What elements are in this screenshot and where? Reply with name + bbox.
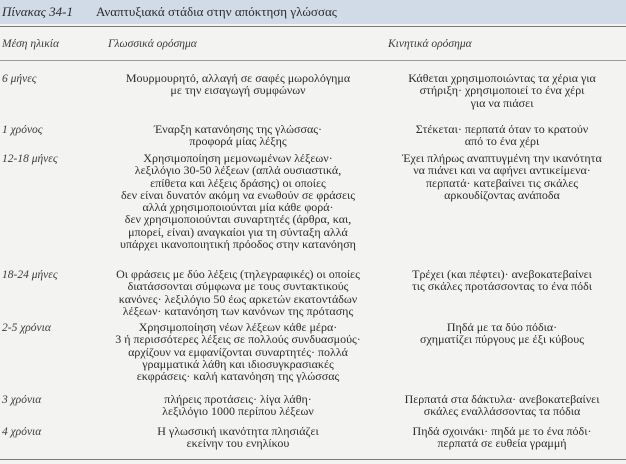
column-header-age: Μέση ηλικία xyxy=(2,38,59,50)
table-bottom-rule xyxy=(0,459,626,460)
header-top-rule xyxy=(0,26,626,27)
row-language-3: Χρησιμοποίηση μεμονωμένων λέξεων· λεξιλόγιο 30-50 λέξεων (απλά ουσιαστικά, επίθετα και λέξεις δράσης) οι οποίες δεν είναι δυνατόν ακόμη να ενωθούν σε φράσεις αλλά χρησιμοποιούνται μία κάθε φορά· δεν χρησιμοποιούνται συναρτητές (άρθρα, και, μπορεί, είναι) αναγκαίοι για τη σύνταξη αλλά υπάρχει ικανοποιητική πρόοδος στην κατανόηση xyxy=(120,151,356,252)
header-bottom-rule xyxy=(0,60,626,61)
row-age-7: 4 χρόνια xyxy=(2,426,42,438)
row-age-6: 3 χρόνια xyxy=(2,394,42,406)
row-language-2: Έναρξη κατανόησης της γλώσσας· προφορά μίας λέξης xyxy=(153,122,323,149)
column-header-language: Γλωσσικά ορόσημα xyxy=(108,38,197,50)
row-age-1: 6 μήνες xyxy=(2,73,37,85)
table-label: Πίνακας 34-1 xyxy=(2,4,74,19)
row-age-3: 12-18 μήνες xyxy=(2,153,58,165)
row-age-5: 2-5 χρόνια xyxy=(2,322,51,334)
row-age-4: 18-24 μήνες xyxy=(2,269,58,281)
table-title: Αναπτυξιακά στάδια στην απόκτηση γλώσσας xyxy=(96,4,337,19)
row-motor-5: Πηδά με τα δύο πόδια· σχηματίζει πύργους με έξι κύβους xyxy=(420,320,584,347)
row-language-5: Χρησιμοποίηση νέων λέξεων κάθε μέρα· 3 ή περισσότερες λέξεις σε πολλούς συνδυασμούς· αρχίζουν να εμφανίζονται συναρτητές· πολλά γραμματικά λάθη και ιδιοσυγκρασιακές εκφράσεις· καλή κατανόηση της γλώσσας xyxy=(115,320,361,384)
column-header-motor: Κινητικά ορόσημα xyxy=(388,38,472,50)
row-motor-1: Κάθεται χρησιμοποιώντας τα χέρια για στήριξη· χρησιμοποιεί το ένα χέρι για να πιάσει xyxy=(408,71,596,110)
row-motor-7: Πηδά σχοινάκι· πηδά με το ένα πόδι· περπατά σε ευθεία γραμμή xyxy=(412,424,592,451)
row-language-6: πλήρεις προτάσεις· λίγα λάθη· λεξιλόγιο 1000 περίπου λέξεων xyxy=(162,392,314,419)
table-title-bar xyxy=(0,0,626,24)
row-language-7: Η γλωσσική ικανότητα πλησιάζει εκείνην του ενηλίκου xyxy=(157,424,319,451)
row-age-2: 1 χρόνος xyxy=(2,124,43,136)
row-motor-6: Περπατά στα δάκτυλα· ανεβοκατεβαίνει σκάλες εναλλάσσοντας τα πόδια xyxy=(404,392,600,419)
row-motor-3: Έχει πλήρως αναπτυγμένη την ικανότητα να πιάνει και να αφήνει αντικείμενα· περπατά· κατεβαίνει τις σκάλες αρκουδίζοντας ανάποδα xyxy=(402,151,602,202)
row-motor-2: Στέκεται· περπατά όταν το κρατούν από το ένα χέρι xyxy=(415,122,589,149)
row-language-4: Οι φράσεις με δύο λέξεις (τηλεγραφικές) οι οποίες διατάσσονται σύμφωνα με τους συντακτικούς κανόνες· λεξιλόγιο 50 έως αρκετών εκατοντάδων λέξεων· κατανόηση των κανόνων της πρότασης xyxy=(116,267,360,318)
row-motor-4: Τρέχει (και πέφτει)· ανεβοκατεβαίνει τις σκάλες προτάσσοντας το ένα πόδι xyxy=(411,267,592,294)
row-language-1: Μουρμουρητό, αλλαγή σε σαφές μωρολόγημα με την εισαγωγή συμφώνων xyxy=(125,71,351,98)
